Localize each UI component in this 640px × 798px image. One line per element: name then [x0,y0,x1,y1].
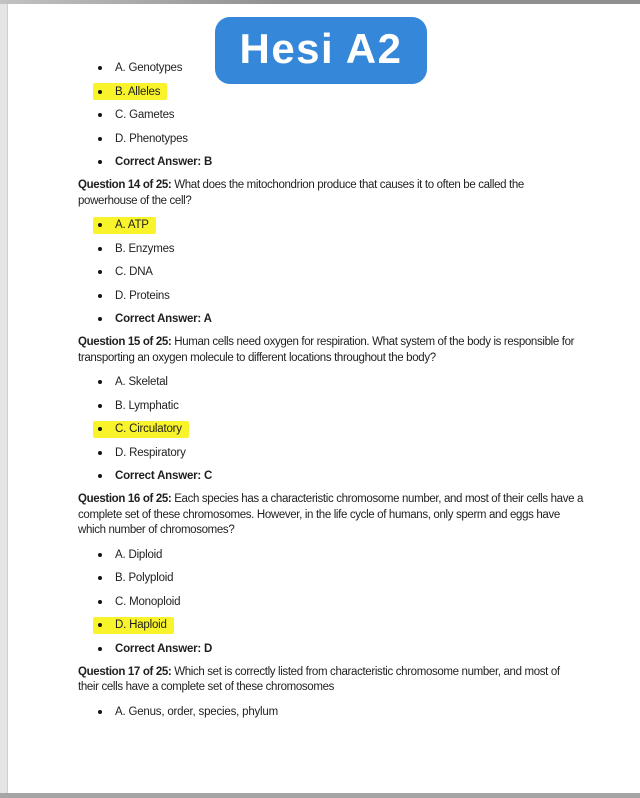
question-line: complete set of these chromosomes. However, in the life cycle of humans, only sperm and eggs have [78,508,560,521]
option-content [93,703,285,720]
question-line: which number of chromosomes? [78,524,235,536]
correct-answer-text: Correct Answer: C [115,470,213,482]
option-text: D. Phenotypes [115,132,188,145]
answer-option-row [78,547,572,563]
option-content [93,107,181,124]
correct-answer-text: Correct Answer: B [115,156,213,168]
hesi-a2-badge [215,17,427,84]
answer-option-row [78,107,572,123]
correct-answer-text: Correct Answer: A [115,313,212,325]
bullet-icon [98,474,102,478]
answer-option-row [78,617,572,633]
correct-answer-row [78,154,572,170]
answer-option-row [78,704,572,720]
question-line: powerhouse of the cell? [78,194,192,207]
bullet-icon [98,404,102,408]
correct-answer-row [78,311,572,327]
option-content [93,640,219,657]
option-content [93,311,219,328]
page-left-edge [0,4,8,793]
option-text: C. Gametes [115,109,175,121]
question-line: Human cells need oxygen for respiration. What system of the body is responsible for [171,336,575,348]
option-content [93,130,195,147]
option-content [93,60,189,77]
highlighted-option [93,617,174,634]
highlighted-option [93,421,189,438]
answer-option-row [78,398,572,414]
answer-option-row [78,445,572,461]
answer-option-row [78,131,572,147]
option-content [93,397,186,414]
option-text: A. Genus, order, species, phylum [115,705,278,718]
option-content [93,154,219,171]
answer-option-row [78,217,572,233]
bullet-icon [98,600,102,604]
option-text: D. Respiratory [115,446,186,459]
question-number-label: Question 15 of 25: [78,336,172,348]
option-content [93,444,193,461]
option-content [93,593,187,610]
answer-option-row [78,288,572,304]
bullet-icon [98,451,102,455]
answer-option-row [78,264,572,280]
correct-answer-row [78,468,572,484]
option-text: B. Alleles [115,85,161,98]
page-top-edge [0,0,640,4]
option-text: A. Diploid [115,548,163,561]
option-text: C. Circulatory [115,423,182,435]
bullet-icon [98,427,102,431]
bullet-icon [98,90,102,94]
bullet-icon [98,553,102,557]
bullet-icon [98,576,102,580]
bullet-icon [98,623,102,627]
badge-label: Hesi A2 [239,25,403,72]
question-line: transporting an oxygen molecule to different locations throughout the body? [78,351,436,364]
bullet-icon [98,223,102,227]
bullet-icon [98,317,102,321]
answer-option-row [78,594,572,610]
question-number-label: Question 17 of 25: [78,665,172,678]
question-line: their cells have a complete set of these chromosomes [78,681,335,693]
option-content [93,570,180,587]
bullet-icon [98,294,102,298]
option-text: D. Proteins [115,289,170,302]
option-text: B. Lymphatic [115,399,179,412]
option-text: C. Monoploid [115,595,181,608]
option-content [93,468,219,485]
bullet-icon [98,270,102,274]
question-line: Which set is correctly listed from characteristic chromosome number, and most of [171,665,560,678]
question-paragraph [78,178,572,209]
bullet-icon [98,160,102,164]
option-text: D. Haploid [115,619,167,631]
bullet-icon [98,66,102,70]
option-content [93,374,175,391]
answer-option-row [78,421,572,437]
correct-answer-text: Correct Answer: D [115,642,213,655]
bullet-icon [98,380,102,384]
option-text: A. Skeletal [115,376,168,388]
question-number-label: Question 16 of 25: [78,493,172,505]
answer-option-row [78,241,572,257]
option-content [93,287,177,304]
option-content [93,546,169,563]
bullet-icon [98,710,102,714]
bullet-icon [98,137,102,141]
bullet-icon [98,647,102,651]
option-text: B. Polyploid [115,572,174,584]
page-bottom-edge [0,793,640,798]
option-content [93,240,181,257]
bullet-icon [98,113,102,117]
answer-option-row [78,570,572,586]
question-number-label: Question 14 of 25: [78,179,172,191]
document-content [78,60,584,727]
highlighted-option [93,83,167,100]
option-text: A. ATP [115,219,149,231]
question-line: Each species has a characteristic chromosome number, and most of their cells have a [171,493,584,505]
question-line: What does the mitochondrion produce that causes it to often be called the [171,179,524,191]
question-paragraph [78,335,575,366]
answer-option-row [78,84,572,100]
correct-answer-row [78,641,572,657]
question-paragraph [78,492,584,539]
answer-option-row [78,374,572,390]
option-text: A. Genotypes [115,62,183,74]
option-text: C. DNA [115,266,153,278]
highlighted-option [93,217,156,234]
question-paragraph [78,665,572,696]
option-text: B. Enzymes [115,242,175,255]
bullet-icon [98,247,102,251]
option-content [93,264,160,281]
